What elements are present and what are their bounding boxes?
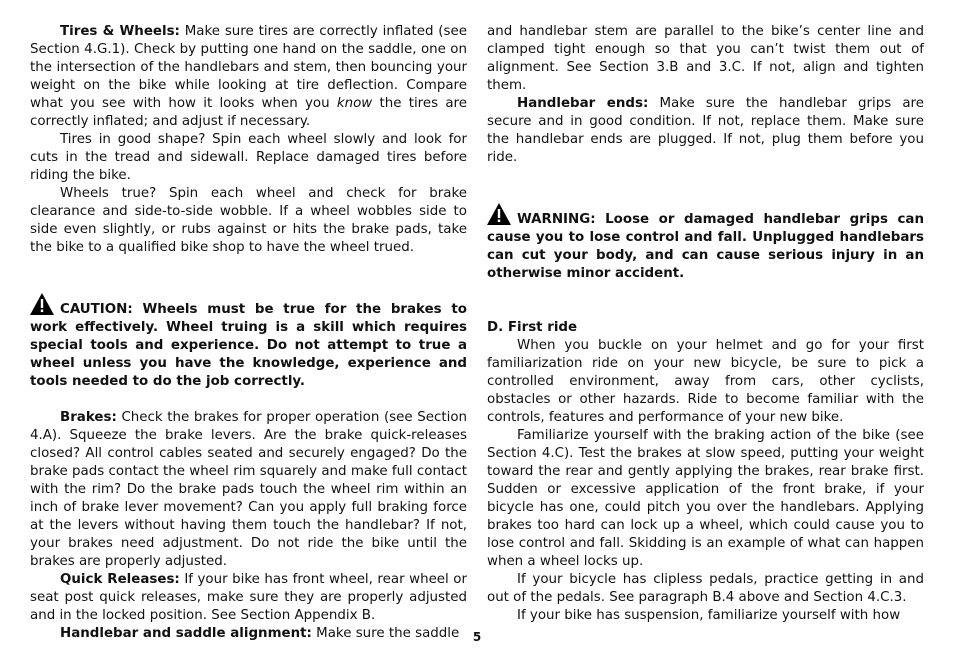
alignment-paragraph: Handlebar and saddle alignment: Make sure the saddle (60, 626, 460, 641)
first-ride-heading: D. First ride (487, 320, 578, 335)
brakes-paragraph: Brakes: Check the brakes for proper operation (see Section 4.A). Squeeze the brake levers. Are the brake quick-releases closed? All control cables seated and securely engaged? Do the brake pads contact the wheel rim squarely and make full contact with the rim? Do the brake pads touch the wheel rim within an inch of brake lever movement? Can you apply full braking force at the levers without having them touch the handlebar? If not, your brakes need adjustment. Do not ride the bike until the brakes are properly adjusted. (30, 410, 467, 569)
quick-releases-label: Quick Releases: (60, 572, 180, 587)
warning-triangle-icon (487, 203, 511, 225)
warning-triangle-icon (30, 293, 54, 315)
tires-good-paragraph: Tires in good shape? Spin each wheel slowly and look for cuts in the tread and sidewall. Replace damaged tires before riding the bike. (30, 132, 467, 183)
caution-notice: CAUTION: Wheels must be true for the brakes to work effectively. Wheel truing is a skill which requires special tools and experience. Do not attempt to true a wheel unless you have the knowledge, experience and tools needed to do the job correctly. (30, 293, 467, 391)
page-number: 5 (472, 630, 482, 644)
right-column (487, 23, 924, 625)
first-ride-paragraph-1: When you buckle on your helmet and go for your first familiarization ride on your new bicycle, be sure to pick a controlled environment, away from cars, other cyclists, obstacles or other hazards. Ride to become familiar with the controls, features and performance of your new bike. (487, 338, 924, 425)
left-column (30, 23, 467, 643)
handlebar-ends-label: Handlebar ends: (517, 96, 649, 111)
tires-wheels-label: Tires & Wheels: (60, 24, 180, 39)
first-ride-paragraph-3: If your bicycle has clipless pedals, practice getting in and out of the pedals. See paragraph B.4 above and Section 4.C.3. (487, 572, 924, 605)
handlebar-ends-paragraph: Handlebar ends: Make sure the handlebar grips are secure and in good condition. If not, replace them. Make sure the handlebar ends are plugged. If not, plug them before you ride. (487, 96, 924, 165)
quick-releases-paragraph: Quick Releases: If your bike has front wheel, rear wheel or seat post quick releases, make sure they are properly adjusted and in the locked position. See Section Appendix B. (30, 572, 467, 623)
first-ride-paragraph-2: Familiarize yourself with the braking action of the bike (see Section 4.C). Test the brakes at slow speed, putting your weight toward the rear and gently applying the brakes, rear brake first. Sudden or excessive application of the front brake, if your bicycle has one, could pitch you over the handlebars. Applying brakes too hard can lock up a wheel, which could cause you to lose control and fall. Skidding is an example of what can happen when a wheel locks up. (487, 428, 924, 569)
alignment-continued: and handlebar stem are parallel to the bike’s center line and clamped tight enough so that you can’t twist them out of alignment. See Section 3.B and 3.C. If not, align and tighten them. (487, 24, 924, 93)
warning-notice: WARNING: Loose or damaged handlebar grips can cause you to lose control and fall. Unplugged handlebars can cut your body, and can cause serious injury in an otherwise minor accident. (487, 203, 924, 283)
wheels-true-paragraph: Wheels true? Spin each wheel and check for brake clearance and side-to-side wobble. If a wheel wobbles side to side even slightly, or rubs against or hits the brake pads, take the bike to a qualified bike shop to have the wheel trued. (30, 186, 467, 255)
tires-wheels-paragraph: Tires & Wheels: Make sure tires are correctly inflated (see Section 4.G.1). Check by putting one hand on the saddle, one on the intersection of the handlebars and stem, then bouncing your weight on the bike while looking at tire deflection. Compare what you see with how it looks when you know the tires are correctly inflated; and adjust if necessary. (30, 24, 467, 129)
alignment-label: Handlebar and saddle alignment: (60, 626, 312, 641)
brakes-label: Brakes: (60, 410, 117, 425)
first-ride-paragraph-4: If your bike has suspension, familiarize yourself with how (517, 608, 901, 623)
